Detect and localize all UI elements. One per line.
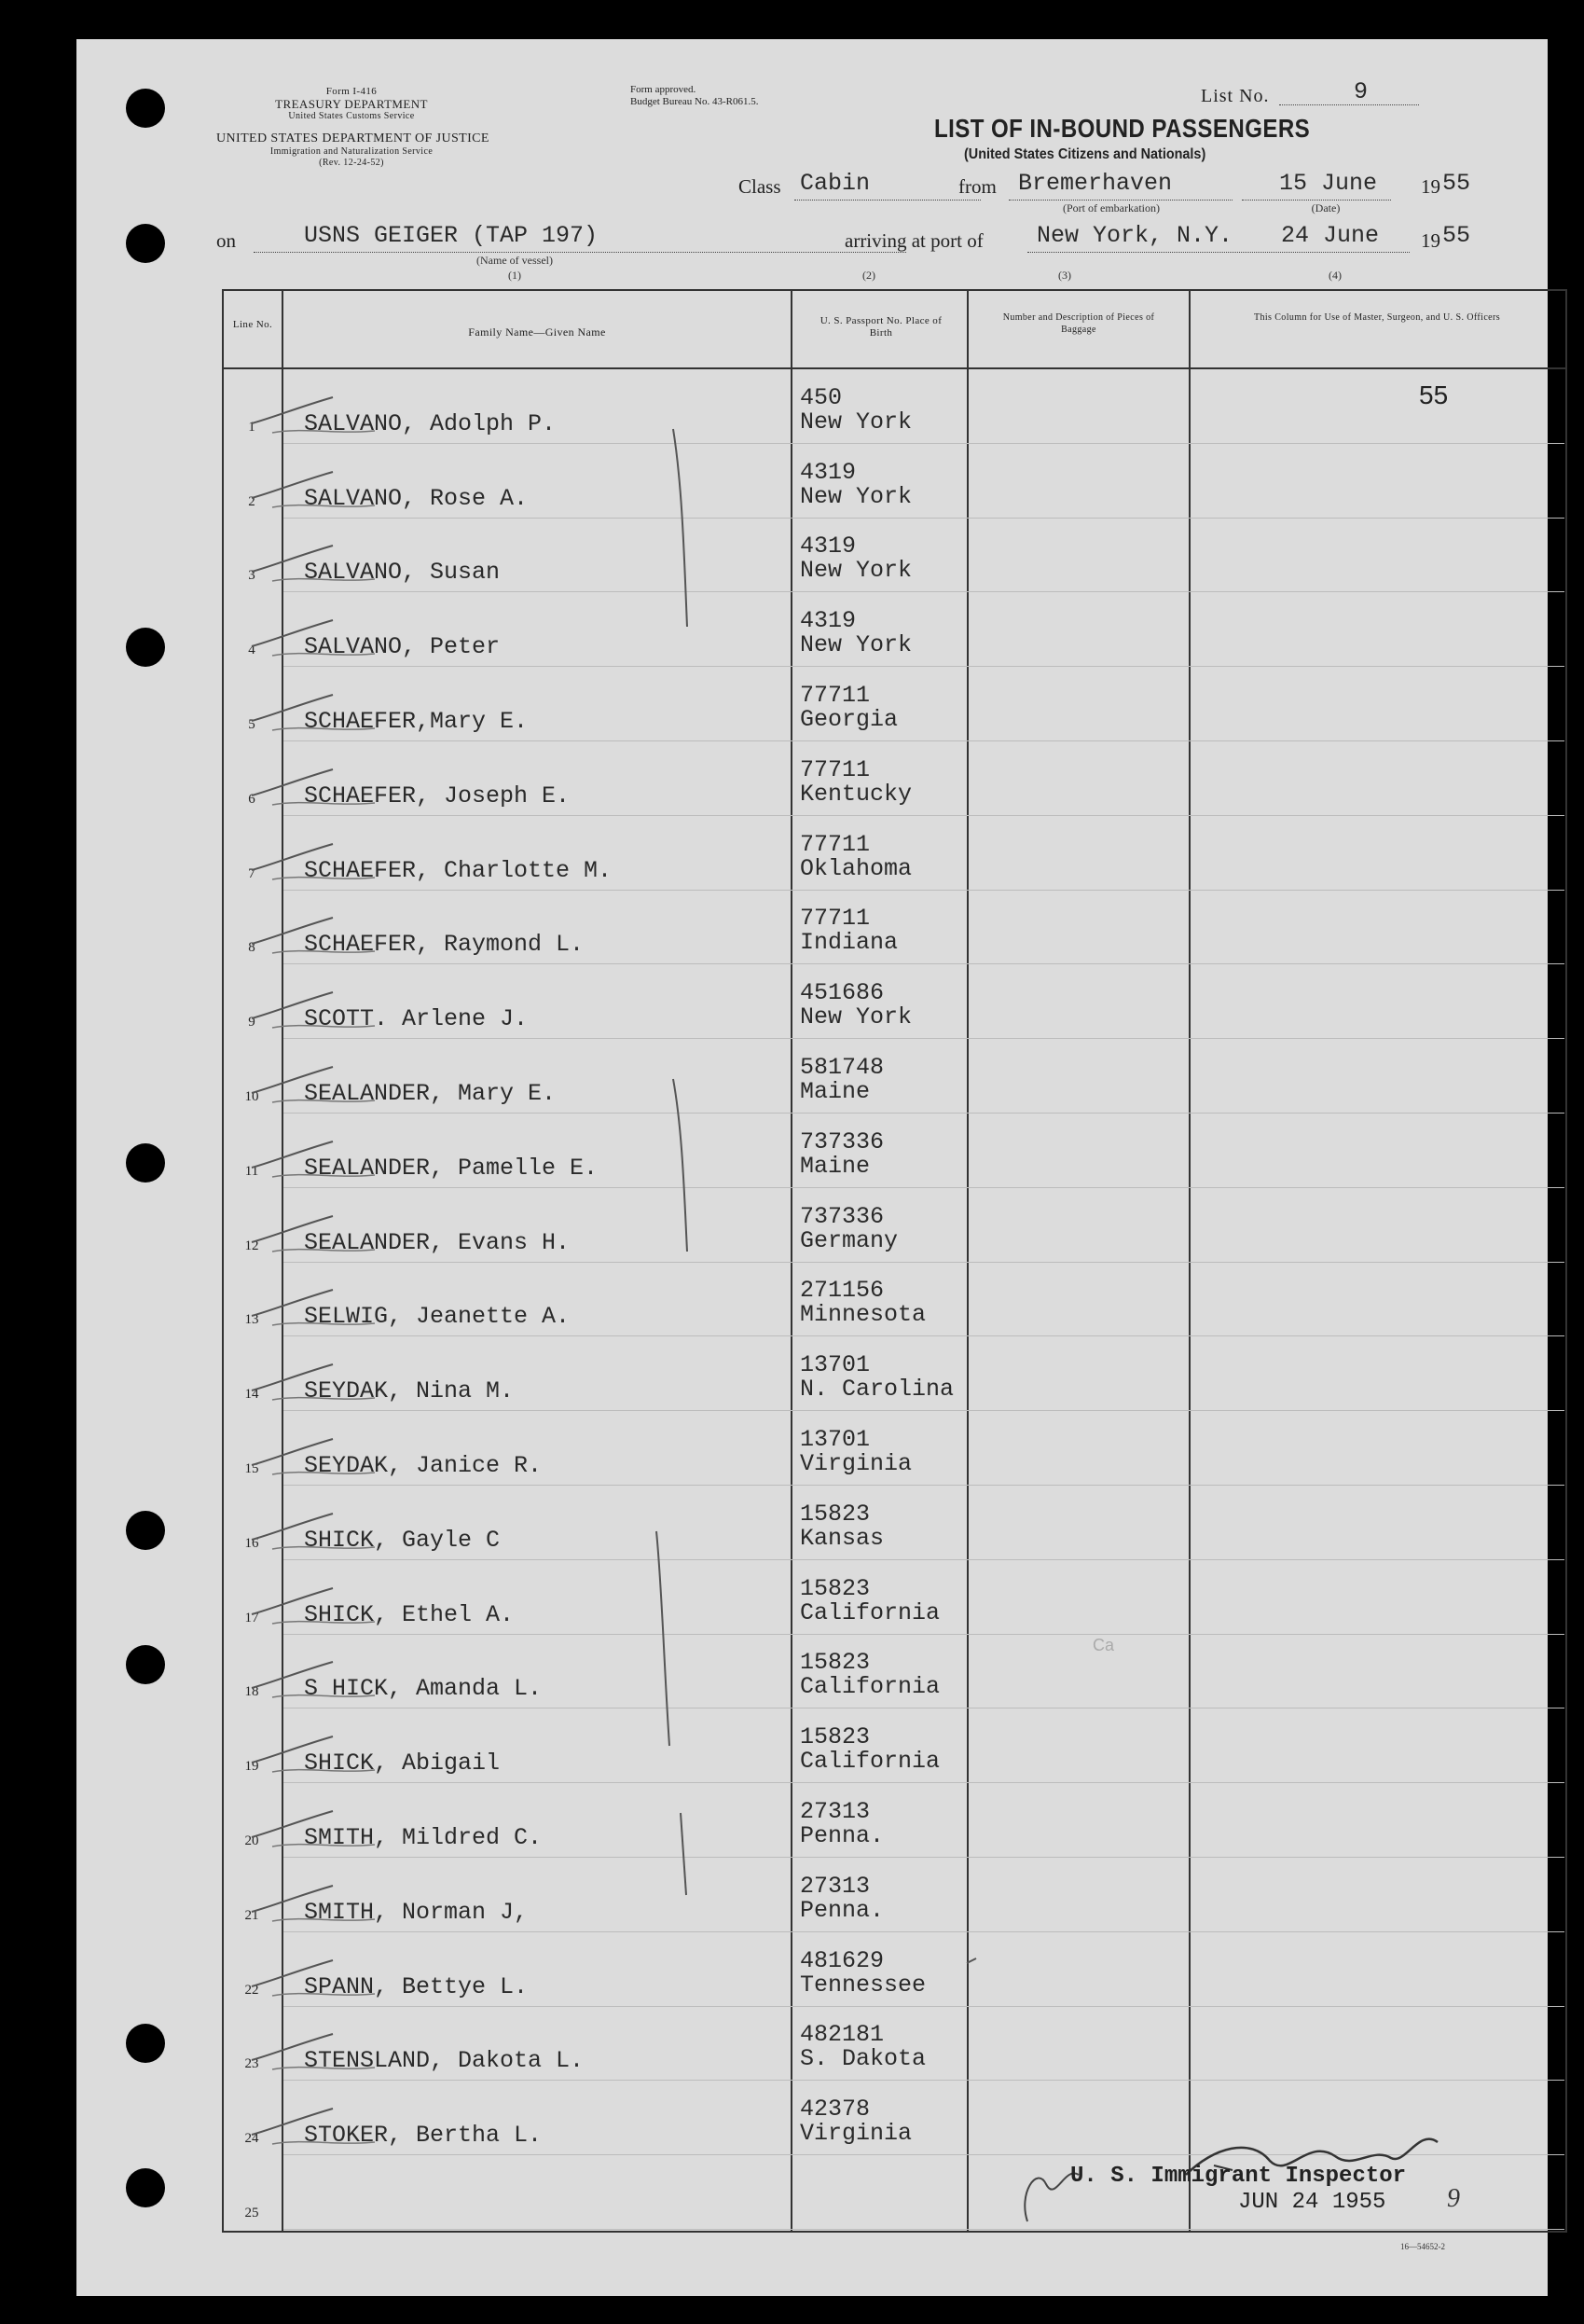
passport-number: 581748 (800, 1054, 885, 1081)
passenger-name: SHICK, Abigail (304, 1750, 501, 1778)
arrival-date: 24 June (1281, 222, 1380, 249)
form-approved: Form approved. (630, 84, 696, 95)
arrival-port: New York, N.Y. (1037, 222, 1233, 249)
passport-number: 15823 (800, 1723, 871, 1751)
passenger-name: SALVANO, Adolph P. (304, 409, 557, 437)
class-label: Class (738, 175, 781, 198)
row-number: 23 (244, 2056, 259, 2072)
row-number: 18 (244, 1684, 259, 1700)
vessel-name: USNS GEIGER (TAP 197) (304, 222, 599, 249)
passenger-name: SHICK, Gayle C (304, 1526, 501, 1554)
place-of-birth: Germany (800, 1226, 899, 1254)
row-number: 25 (244, 2206, 259, 2220)
place-of-birth: Oklahoma (800, 854, 913, 882)
passport-number: 4319 (800, 458, 857, 486)
place-of-birth: California (800, 1673, 941, 1701)
row-number: 6 (248, 791, 255, 807)
ins-service: Immigration and Naturalization Service (269, 146, 434, 157)
inspector-title: U. S. Immigrant Inspector (1070, 2164, 1407, 2189)
row-number: 17 (244, 1610, 259, 1625)
passport-number: 481629 (800, 1946, 885, 1974)
from-value: Bremerhaven (1018, 170, 1173, 197)
row-number: 8 (248, 940, 255, 956)
passenger-name: SEALANDER, Mary E. (304, 1080, 557, 1107)
print-code: 16—54652-2 (1400, 2242, 1445, 2251)
place-of-birth: Penna. (800, 1896, 885, 1924)
row-number: 12 (244, 1238, 259, 1253)
place-of-birth: S. Dakota (800, 2045, 927, 2073)
passport-number: 4319 (800, 607, 857, 635)
row-number: 19 (244, 1759, 259, 1775)
passenger-name: SCHAEFER, Raymond L. (304, 931, 585, 959)
form-title: LIST OF IN-BOUND PASSENGERS (934, 114, 1311, 143)
passport-number: 15823 (800, 1649, 871, 1677)
customs-service: United States Customs Service (288, 111, 415, 121)
row-number: 4 (248, 643, 255, 658)
revision: (Rev. 12-24-52) (319, 158, 384, 168)
header-baggage: Number and Description of Pieces of Baggage (1002, 312, 1155, 335)
col-number-4: (4) (1329, 269, 1342, 282)
passenger-name: S HICK, Amanda L. (304, 1675, 543, 1703)
header-passport: U. S. Passport No. Place of Birth (820, 315, 943, 339)
place-of-birth: Georgia (800, 706, 899, 733)
departure-date: 15 June (1279, 170, 1378, 197)
place-of-birth: New York (800, 557, 913, 585)
passport-number: 27313 (800, 1798, 871, 1825)
passport-number: 77711 (800, 905, 871, 933)
row-number: 21 (244, 1907, 259, 1923)
passenger-name: SCHAEFER,Mary E. (304, 708, 529, 735)
place-of-birth: Kentucky (800, 780, 913, 808)
passenger-name: SCOTT. Arlene J. (304, 1005, 529, 1033)
row-number: 22 (244, 1982, 259, 1998)
binder-hole (126, 224, 165, 263)
faint-mark: Ca (1093, 1636, 1115, 1654)
departure-year: 55 (1442, 170, 1471, 197)
binder-hole (126, 2024, 165, 2063)
row-number: 3 (248, 568, 255, 584)
passport-number: 271156 (800, 1277, 885, 1305)
passport-number: 482181 (800, 2021, 885, 2049)
passport-number: 77711 (800, 682, 871, 709)
passport-number: 737336 (800, 1127, 885, 1155)
passenger-name: SMITH, Mildred C. (304, 1824, 543, 1851)
passenger-name: SCHAEFER, Charlotte M. (304, 856, 613, 884)
passport-number: 77711 (800, 755, 871, 783)
binder-hole (126, 1645, 165, 1684)
place-of-birth: New York (800, 1003, 913, 1031)
vessel-caption: (Name of vessel) (476, 254, 553, 267)
row-number: 7 (248, 865, 255, 881)
passenger-name: SALVANO, Rose A. (304, 484, 529, 512)
passenger-name: SALVANO, Peter (304, 633, 501, 661)
passport-number: 15823 (800, 1500, 871, 1528)
treasury-dept: TREASURY DEPARTMENT (275, 97, 428, 111)
passenger-name: SCHAEFER, Joseph E. (304, 782, 571, 809)
passport-number: 737336 (800, 1202, 885, 1230)
passport-number: 451686 (800, 979, 885, 1007)
place-of-birth: N. Carolina (800, 1376, 955, 1404)
on-label: on (216, 229, 236, 252)
list-no-value: 9 (1354, 78, 1369, 105)
binder-hole (126, 2168, 165, 2207)
row-number: 20 (244, 1833, 259, 1848)
passport-number: 77711 (800, 830, 871, 858)
place-of-birth: New York (800, 408, 913, 436)
header-officers: This Column for Use of Master, Surgeon, and U. S. Officers (1253, 312, 1501, 323)
row-number: 5 (248, 717, 255, 732)
row-number: 14 (244, 1387, 259, 1403)
passenger-name: STENSLAND, Dakota L. (304, 2047, 585, 2075)
budget-bureau: Budget Bureau No. 43-R061.5. (630, 96, 759, 107)
binder-hole (126, 628, 165, 667)
binder-hole (126, 1511, 165, 1550)
passenger-name: SEALANDER, Evans H. (304, 1228, 571, 1256)
header-line-no: Line No. (232, 319, 273, 330)
place-of-birth: Penna. (800, 1822, 885, 1849)
passenger-name: SHICK, Ethel A. (304, 1600, 515, 1628)
passenger-name: STOKER, Bertha L. (304, 2122, 543, 2150)
header-name: Family Name—Given Name (468, 325, 606, 339)
place-of-birth: Virginia (800, 1450, 913, 1477)
place-of-birth: Minnesota (800, 1301, 927, 1329)
arrival-year-prefix: 19 (1421, 229, 1440, 252)
place-of-birth: Maine (800, 1152, 871, 1180)
row-number: 2 (248, 493, 255, 509)
arriving-label: arriving at port of (845, 229, 984, 252)
passenger-name: SEALANDER, Pamelle E. (304, 1154, 599, 1182)
row-number: 10 (244, 1089, 259, 1104)
arrival-year: 55 (1442, 222, 1471, 249)
place-of-birth: New York (800, 631, 913, 659)
document-page (76, 39, 1548, 2296)
place-of-birth: Kansas (800, 1524, 885, 1552)
row-number: 11 (244, 1163, 259, 1179)
col-number-1: (1) (508, 269, 521, 282)
passport-number: 42378 (800, 2096, 871, 2123)
row-number: 15 (244, 1461, 259, 1476)
justice-dept: UNITED STATES DEPARTMENT OF JUSTICE (216, 131, 489, 145)
col-number-3: (3) (1058, 269, 1071, 282)
port-embark-caption: (Port of embarkation) (1063, 201, 1160, 214)
row-number: 24 (244, 2131, 259, 2147)
passenger-name: SMITH, Norman J, (304, 1898, 529, 1926)
place-of-birth: Indiana (800, 929, 899, 957)
place-of-birth: Virginia (800, 2120, 913, 2148)
passenger-name: SELWIG, Jeanette A. (304, 1303, 571, 1331)
initials-mark (1009, 2147, 1093, 2231)
form-number: Form I-416 (325, 86, 378, 97)
officer-note: 55 (1419, 380, 1449, 409)
table-right-border (1565, 289, 1567, 2233)
place-of-birth: California (800, 1748, 941, 1776)
col-number-2: (2) (862, 269, 875, 282)
place-of-birth: California (800, 1598, 941, 1626)
row-number: 9 (248, 1015, 255, 1031)
passport-number: 15823 (800, 1574, 871, 1602)
from-label: from (958, 175, 997, 198)
passport-number: 27313 (800, 1872, 871, 1900)
place-of-birth: Tennessee (800, 1971, 927, 1999)
binder-hole (126, 1143, 165, 1183)
class-value: Cabin (800, 170, 871, 197)
passport-number: 13701 (800, 1426, 871, 1453)
passenger-name: SPANN, Bettye L. (304, 1972, 529, 2000)
row-number: 16 (244, 1535, 259, 1551)
passport-number: 450 (800, 383, 843, 411)
row-number: 1 (248, 419, 255, 435)
date-caption: (Date) (1311, 201, 1341, 214)
list-no-label: List No. (1201, 86, 1270, 106)
passenger-name: SALVANO, Susan (304, 559, 501, 587)
passenger-name: SEYDAK, Nina M. (304, 1377, 515, 1405)
passport-number: 13701 (800, 1351, 871, 1379)
form-subtitle: (United States Citizens and Nationals) (964, 146, 1206, 162)
place-of-birth: New York (800, 482, 913, 510)
stamp-date: JUN 24 1955 (1238, 2190, 1386, 2215)
passenger-name: SEYDAK, Janice R. (304, 1452, 543, 1479)
binder-hole (126, 89, 165, 128)
year-prefix: 19 (1421, 175, 1440, 198)
passport-number: 4319 (800, 533, 857, 560)
row-number: 13 (244, 1312, 259, 1328)
stamp-list-mark: 9 (1447, 2184, 1460, 2213)
place-of-birth: Maine (800, 1078, 871, 1105)
pencil-marks (76, 39, 1548, 2296)
